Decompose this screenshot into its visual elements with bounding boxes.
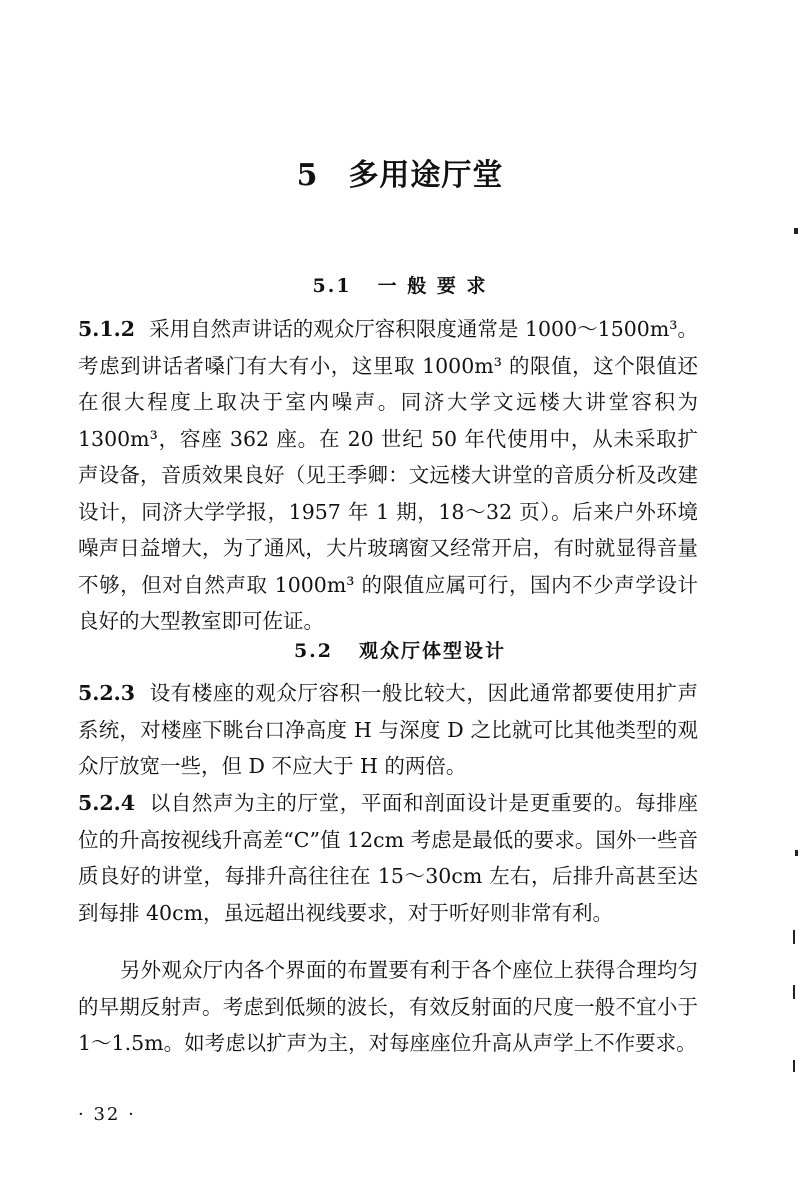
clause-number: 5.2.4 xyxy=(78,791,136,815)
scan-mark xyxy=(793,1060,795,1072)
clause-text: 以自然声为主的厅堂，平面和剖面设计是更重要的。每排座位的升高按视线升高差“C”值 12cm 考虑是最低的要求。国外一些音质良好的讲堂，每排升高往往在 15～30cm 左右，后排升高甚至达到每排 40cm，虽远超出视线要求，对于听好则非常有利。 xyxy=(78,791,698,925)
page-number: · 32 · xyxy=(78,1104,136,1125)
clause-number: 5.1.2 xyxy=(78,317,136,341)
scan-mark xyxy=(795,850,798,856)
section-heading-5-2 xyxy=(0,636,800,663)
scan-mark xyxy=(794,228,798,234)
clause-5-2-3 xyxy=(78,675,698,785)
clause-5-2-4 xyxy=(78,785,698,931)
scan-mark xyxy=(793,985,795,999)
clause-text: 设有楼座的观众厅容积一般比较大，因此通常都要使用扩声系统，对楼座下眺台口净高度 H 与深度 D 之比就可比其他类型的观众厅放宽一些，但 D 不应大于 H 的两倍。 xyxy=(78,681,698,778)
scan-mark xyxy=(793,930,795,944)
section-title: 观众厅体型设计 xyxy=(359,640,507,662)
section-number: 5.1 xyxy=(312,275,352,297)
chapter-number: 5 xyxy=(296,158,319,193)
clause-5-1-2 xyxy=(78,311,698,640)
closing-paragraph: 另外观众厅内各个界面的布置要有利于各个座位上获得合理均匀的早期反射声。考虑到低频的波长，有效反射面的尺度一般不宜小于 1～1.5m。如考虑以扩声为主，对每座座位升高从声学上不作要求。 xyxy=(78,958,698,1055)
section-number: 5.2 xyxy=(293,640,334,662)
clause-number: 5.2.3 xyxy=(78,681,136,705)
section-title: 一 般 要 求 xyxy=(377,275,488,297)
section-heading-5-1 xyxy=(0,271,800,298)
clause-text: 采用自然声讲话的观众厅容积限度通常是 1000～1500m³。考虑到讲话者嗓门有大有小，这里取 1000m³ 的限值，这个限值还在很大程度上取决于室内噪声。同济大学文远楼大讲堂容积为 1300m³，容座 362 座。在 20 世纪 50 年代使用中，从未采取扩声设备，音质效果良好（见王季卿：文远楼大讲堂的音质分析及改建设计，同济大学学报，1957 年 1 期，18～32 页）。后来户外环境噪声日益增大，为了通风，大片玻璃窗又经常开启，有时就显得音量不够，但对自然声取 1000m³ 的限值应属可行，国内不少声学设计良好的大型教室即可佐证。 xyxy=(78,317,698,633)
chapter-title-text: 多用途厅堂 xyxy=(348,158,504,193)
chapter-title xyxy=(0,150,800,194)
